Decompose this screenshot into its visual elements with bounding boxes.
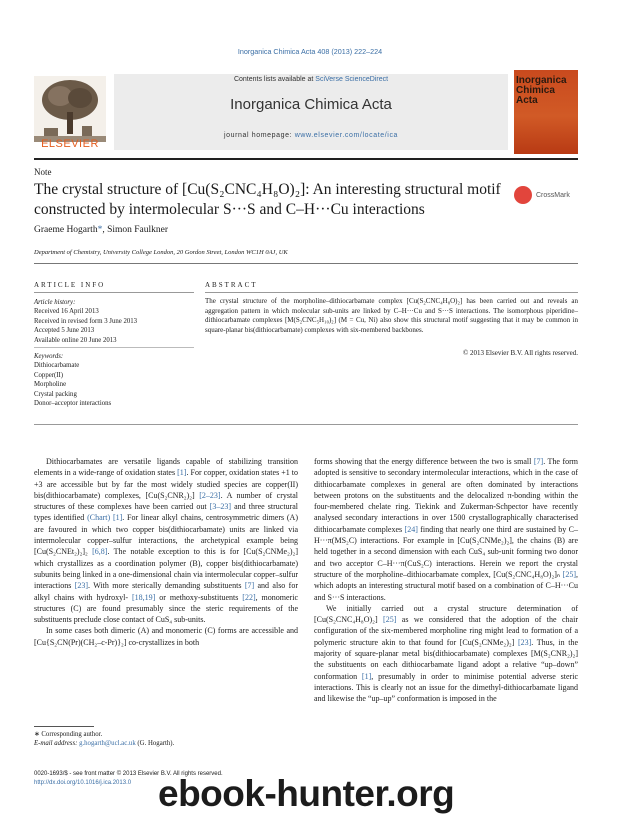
header-divider [34, 158, 578, 160]
corresponding-author-footnote [34, 730, 174, 748]
body-text: , monomeric structures (C) are found presumably since the steric requirements of the substituents preclude close contact of CuS₄ sub-units. [34, 592, 298, 625]
affiliation: Department of Chemistry, University College London, 20 Gordon Street, London WC1H 0AJ, UK [34, 249, 288, 256]
divider [205, 292, 578, 293]
body-text: forms showing that the energy difference between the two is small [314, 457, 534, 466]
author-list [34, 225, 168, 235]
body-text: . For copper, oxidation states +1 to +3 are accessible but by far the most widely studied species are copper(II) bis(dithiocarbamate) complexes, [Cu(S₂CNR₂)₂] [34, 468, 298, 500]
body-paragraph [314, 603, 578, 705]
citation-link[interactable]: [25] [383, 615, 397, 625]
citation-link[interactable]: [1] [112, 513, 123, 523]
body-text: . With more sterically demanding substituents [88, 581, 245, 591]
body-column-right [314, 456, 578, 705]
citation-link[interactable]: [25] [562, 569, 576, 579]
citation-link[interactable]: [2–23] [199, 490, 221, 500]
body-text: or methoxy-substituents [155, 592, 243, 602]
corresponding-author-mark[interactable]: * [97, 225, 103, 235]
body-text: . Thus, in the majority of square-planar metal bis(dithiocarbamate) complexes [M(S₂CNR₂)₂] the substituents on each dithiocarbamate ligand adopt a relative “up–down” conformation [314, 637, 578, 681]
divider [34, 424, 578, 425]
author-hogarth: Graeme Hogarth [34, 225, 98, 235]
issn-line: 0020-1693/$ - see front matter © 2013 Elsevier B.V. All rights reserved. [34, 771, 223, 777]
homepage-url[interactable]: www.elsevier.com/locate/ica [294, 132, 399, 139]
journal-reference[interactable]: Inorganica Chimica Acta 408 (2013) 222–224 [237, 47, 383, 56]
keyword: Copper(II) [34, 371, 64, 379]
citation-link[interactable]: [7] [533, 457, 544, 466]
history-item: Received in revised form 3 June 2013 [34, 317, 138, 325]
divider [34, 347, 194, 348]
article-type: Note [34, 167, 52, 177]
citation-link[interactable]: [7] [244, 581, 255, 591]
journal-homepage [114, 132, 508, 139]
body-text: . The notable exception to this is for [Cu(S₂CNMe₂)₂] which crystallizes as a coordination polymer (B), copper bis(dithiocarbamate) subunits being linked in a one-dimensional chain via intermolecular copper–sulfur interactions [34, 547, 298, 591]
homepage-prefix: journal homepage: [223, 132, 295, 139]
doi-link[interactable]: http://dx.doi.org/10.1016/j.ica.2013.0 [34, 779, 132, 786]
crossmark-label[interactable]: CrossMark [536, 192, 570, 199]
keyword: Morpholine [34, 381, 67, 389]
elsevier-tree-logo-icon [34, 70, 106, 148]
keyword-list [34, 352, 111, 408]
history-item: Received 16 April 2013 [34, 308, 99, 316]
history-label: Article history: [34, 299, 76, 306]
body-text: , presumably in order to minimise potential adverse steric interactions. This is clearly not an issue for the dimethyl-dithiocarbamate ligand and likewise the “up–up” conformation is imposed in the [314, 671, 578, 704]
chart-link[interactable]: (Chart) [87, 513, 111, 523]
citation-link[interactable]: [3–23] [209, 502, 232, 512]
divider [34, 292, 194, 293]
body-text: Dithiocarbamates are versatile ligands capable of stabilizing transition elements in a wide-range of oxidation states [34, 457, 298, 478]
abstract-text: The crystal structure of the morpholine–dithiocarbamate complex [Cu(S₂CNC₄H₈O)₂] has been carried out and reveals an aggregation pattern in which molecular sub-units are linked by C–H···Cu and S···S interactions. The isomorphous piperidine–dithiocarbamate complexes [M(S₂CNC₅H₁₀)₂] (M = Cu, Ni) also show this structural motif suggesting that it may be common in square-planar bis(dithiocarbamate) complexes with six-membered backbones. [205, 297, 578, 334]
history-item: Available online 20 June 2013 [34, 336, 117, 344]
body-text: and three structural types identified [34, 502, 299, 523]
body-paragraph [34, 456, 298, 625]
history-item: Accepted 5 June 2013 [34, 327, 95, 335]
body-text: finding that nearly one third are sustained by C–H···π(MS₂C) interactions. For example in [Cu(S₂CNMe₂)₂], the chains (B) are held together in a second dimension with each CuS₄ sub-unit forming two donor and two acceptor C–H···π(CuS₂C) interactions. Herein we report the crystal structure of the morpholine–dithiocarbamate complex, [Cu(S₂CNC₄H₈O)₂]ₙ [314, 524, 578, 579]
citation-link[interactable]: [1] [361, 671, 372, 681]
keyword: Donor–acceptor interactions [34, 400, 112, 408]
keywords-label: Keywords: [34, 353, 64, 360]
crossmark-icon[interactable] [514, 186, 532, 204]
author-faulkner: , Simon Faulkner [102, 225, 169, 235]
email-link[interactable]: g.hogarth@ucl.ac.uk [79, 740, 136, 747]
citation-link[interactable]: [23] [517, 637, 532, 647]
article-info-heading: ARTICLE INFO [34, 281, 106, 289]
article-history [34, 298, 137, 345]
citation-link[interactable]: [6,8] [92, 547, 108, 557]
body-paragraph: In some cases both dimeric (A) and monomeric (C) forms are accessible and [Cu{S₂CN(Pr)(CH₂–c-Pr)}₂] co-crystallizes in both [34, 626, 298, 647]
keyword: Crystal packing [34, 390, 77, 398]
keyword: Dithiocarbamate [34, 362, 80, 370]
body-text: . The form adopted is sensitive to secondary intermolecular interactions, which in the case of dithiocarbamate complexes in general are often dominated by interactions between protons on the substituents and the delocalized π-bonding within the four-membered chelate ring. Tiekink and Zukerman-Schpector have recently analysed secondary interactions in over 1500 crystallographically characterised dithiocarbamate complexes [314, 457, 578, 534]
sciencedirect-link[interactable]: SciVerse ScienceDirect [315, 76, 389, 83]
divider [34, 263, 578, 264]
journal-name: Inorganica Chimica Acta [230, 96, 392, 113]
contents-line [114, 76, 508, 83]
citation-link[interactable]: [24] [404, 524, 418, 534]
contents-prefix: Contents lists available at [233, 76, 316, 83]
corresponding-label: ∗ Corresponding author. [34, 731, 103, 738]
citation-link[interactable]: [23] [74, 581, 89, 591]
journal-cover-title: Inorganica Chimica Acta [516, 75, 567, 106]
email-label: E-mail address: [34, 740, 80, 747]
body-text: We initially carried out a crystal structure determination of [Cu(S₂CNC₄H₈O)₂] [314, 603, 578, 625]
body-text: . A number of crystal structures of these complexes have been carried out [34, 490, 298, 512]
body-paragraph [314, 456, 578, 603]
article-title: The crystal structure of [Cu(S₂CNC₄H₈O)₂]: An interesting structural motif constructed by intermolecular S···S and C–H···Cu interactions [34, 181, 501, 218]
body-text: . For linear alkyl chains, centrosymmetric dimers (A) are favoured in which two copper bis(dithiocarbamate) units are linked via intermolecular copper–sulfur interactions, the archetypical example being [Cu(S₂CNEt₂)₂]₂ [34, 513, 299, 557]
copyright: © 2013 Elsevier B.V. All rights reserved. [462, 349, 578, 357]
watermark-text: ebook-hunter.org [158, 773, 455, 814]
citation-link[interactable]: [1] [177, 468, 187, 478]
body-column-left [34, 456, 298, 648]
abstract-heading: ABSTRACT [205, 281, 258, 289]
publisher-logo: ELSEVIER [41, 138, 99, 150]
citation-link[interactable]: [18,19] [132, 592, 156, 602]
body-text: and also for alkyl chains with hydroxyl- [34, 581, 298, 602]
email-line [34, 739, 174, 748]
email-suffix: (G. Hogarth). [135, 740, 175, 747]
body-text: as we considered that the adoption of the chair configuration of the six-membered morpholine ring might lead to formation of a polymeric structure akin to that found for [Cu(S₂CNMe₂)₂] [314, 615, 578, 647]
footnote-divider [34, 726, 94, 727]
body-text: , which adopts an interesting structural motif based on a combination of C–H···Cu and S···S interactions. [314, 569, 578, 602]
citation-link[interactable]: [22] [242, 592, 256, 602]
